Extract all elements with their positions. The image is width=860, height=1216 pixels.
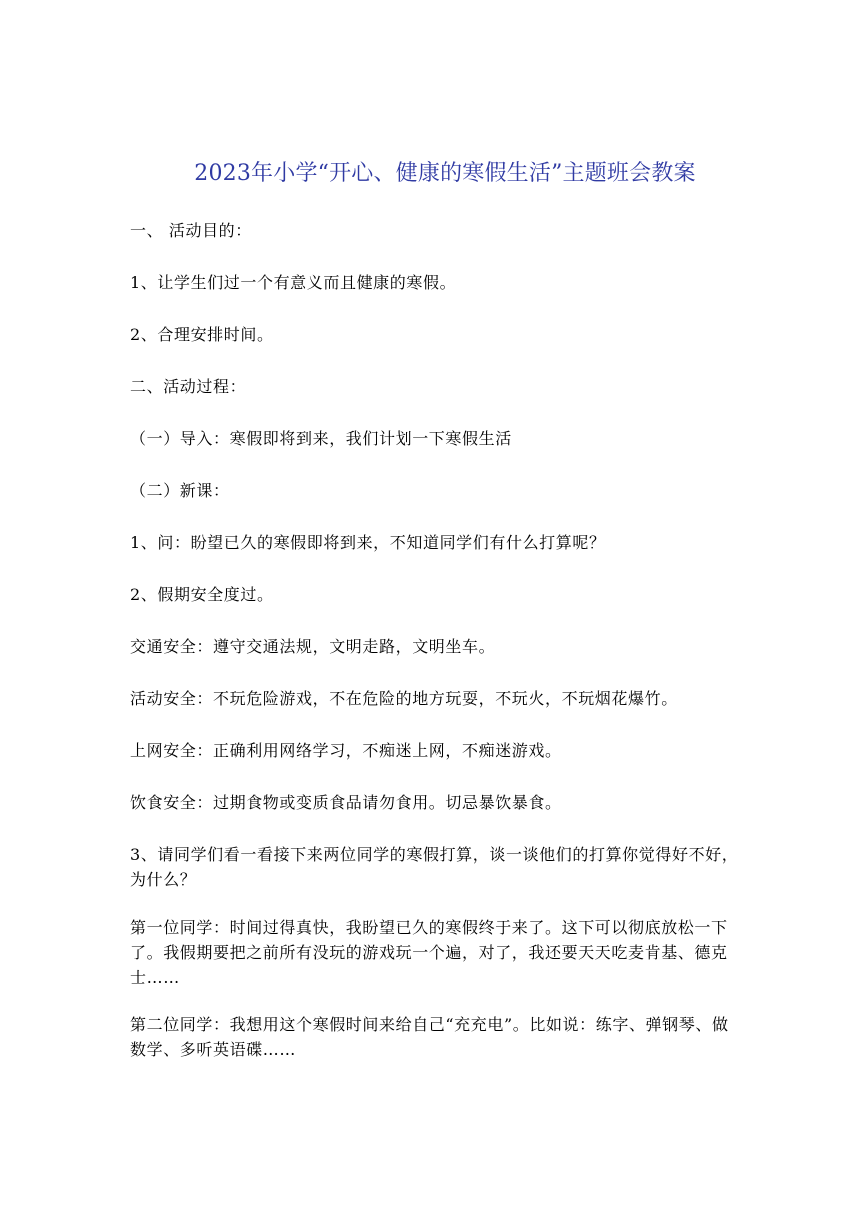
paragraph-question: 1、问：盼望已久的寒假即将到来，不知道同学们有什么打算呢？ bbox=[130, 533, 606, 552]
paragraph-safety: 2、假期安全度过。 bbox=[130, 585, 274, 604]
paragraph-traffic-safety: 交通安全：遵守交通法规，文明走路，文明坐车。 bbox=[130, 637, 496, 656]
paragraph-introduction: （一）导入：寒假即将到来，我们计划一下寒假生活 bbox=[130, 429, 512, 448]
document-body bbox=[130, 218, 740, 1084]
section-heading-process: 二、活动过程： bbox=[130, 377, 247, 396]
paragraph-goal-1: 1、让学生们过一个有意义而且健康的寒假。 bbox=[130, 273, 457, 292]
paragraph-discussion: 3、请同学们看一看接下来两位同学的寒假打算，谈一谈他们的打算你觉得好不好，为什么？ bbox=[130, 845, 739, 889]
paragraph-food-safety: 饮食安全：过期食物或变质食品请勿食用。切忌暴饮暴食。 bbox=[130, 793, 562, 812]
paragraph-second-student: 第二位同学：我想用这个寒假时间来给自己“充充电”。比如说：练字、弹钢琴、做数学、多听英语碟…… bbox=[130, 1015, 729, 1059]
document-title: 2023年小学“开心、健康的寒假生活”主题班会教案 bbox=[194, 161, 696, 186]
paragraph-activity-safety: 活动安全：不玩危险游戏，不在危险的地方玩耍，不玩火，不玩烟花爆竹。 bbox=[130, 689, 678, 708]
section-heading-purpose: 一、 活动目的： bbox=[130, 221, 252, 240]
subsection-heading-new-lesson: （二）新课： bbox=[130, 481, 230, 500]
paragraph-internet-safety: 上网安全：正确利用网络学习，不痴迷上网，不痴迷游戏。 bbox=[130, 741, 562, 760]
paragraph-first-student: 第一位同学：时间过得真快，我盼望已久的寒假终于来了。这下可以彻底放松一下了。我假期要把之前所有没玩的游戏玩一个遍，对了，我还要天天吃麦肯基、德克士…… bbox=[130, 918, 728, 987]
paragraph-goal-2: 2、合理安排时间。 bbox=[130, 325, 274, 344]
